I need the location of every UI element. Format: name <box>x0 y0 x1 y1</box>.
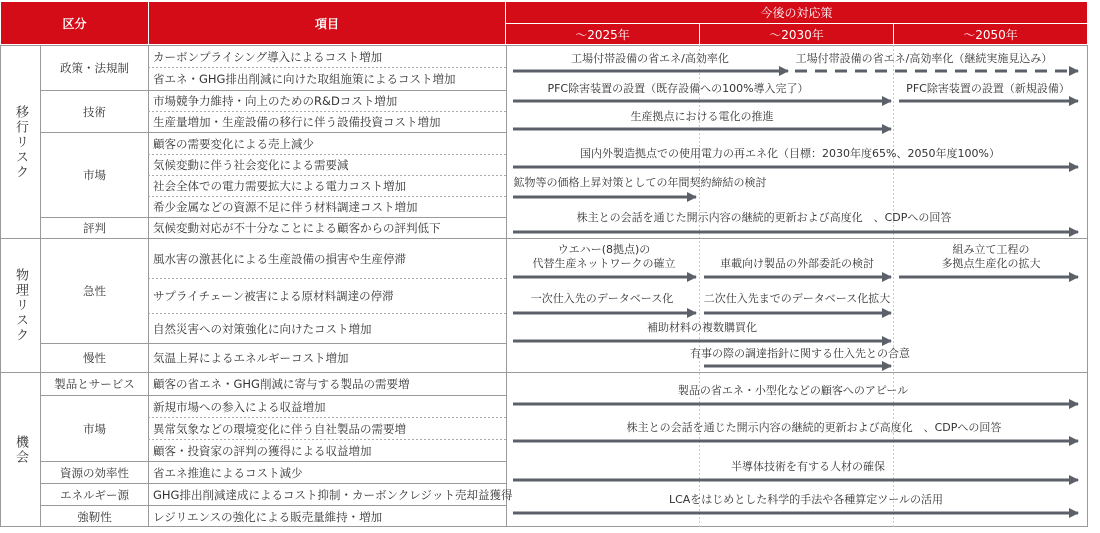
action-electrification: 生産拠点における電化の推進 <box>630 110 774 123</box>
action-facility-efficiency-continued: 工場付帯設備の省エネ/高効率化（継続実施見込み） <box>795 52 1053 65</box>
item-capex-cost: 生産量増加・生産設備の移行に伴う設備投資コスト増加 <box>153 115 441 129</box>
action-emergency-agreement: 有事の際の調達指針に関する仕入先との合意 <box>690 347 910 360</box>
action-disclosure: 株主との会話を通じた開示内容の継続的更新および高度化 、CDPへの回答 <box>576 211 952 224</box>
item-material-cost: 希少金属などの資源不足に伴う材料調達コスト増加 <box>153 200 418 214</box>
subcategory-resilience: 強靭性 <box>77 509 112 524</box>
category-opportunity: 機会 <box>13 435 28 465</box>
action-product-appeal: 製品の省エネ・小型化などの顧客へのアピール <box>677 384 909 397</box>
header-category: 区分 <box>1 2 148 44</box>
header-period-2050: ～2050年 <box>894 24 1087 44</box>
header-period-2030: ～2030年 <box>700 24 893 44</box>
item-demand-decrease: 気候変動に伴う社会変化による需要減 <box>153 158 349 172</box>
action-supplier-db: 一次仕入先のデータベース化 <box>530 292 674 305</box>
action-multi-site-line1: 組み立て工程の <box>952 243 1030 256</box>
item-flood-damage: 風水害の激甚化による生産設備の損害や生産停滞 <box>153 251 406 266</box>
item-energy-saving-cost: 省エネ・GHG排出削減に向けた取組施策によるコスト増加 <box>153 72 456 86</box>
item-sales-decrease: 顧客の需要変化による売上減少 <box>153 136 314 151</box>
action-disclosure-opportunity: 株主との会話を通じた開示内容の継続的更新および高度化 、CDPへの回答 <box>626 421 1002 434</box>
subcategory-market: 市場 <box>83 168 106 182</box>
subcategory-energy-source: エネルギー源 <box>60 487 129 502</box>
subcategory-resource-efficiency: 資源の効率性 <box>60 465 129 480</box>
item-investor-reputation: 顧客・投資家の評判の獲得による収益増加 <box>153 443 372 458</box>
category-physical-risk: 物理リスク <box>13 268 28 343</box>
item-resilience: レジリエンスの強化による販売量維持・増加 <box>153 509 383 524</box>
item-energy-saving: 省エネ推進によるコスト減少 <box>153 465 303 480</box>
item-weather-demand: 異常気象などの環境変化に伴う自社製品の需要増 <box>153 421 406 436</box>
item-product-demand: 顧客の省エネ・GHG削減に寄与する製品の需要増 <box>153 377 410 391</box>
item-disaster-cost: 自然災害への対策強化に向けたコスト増加 <box>153 321 372 336</box>
header-response: 今後の対応策 <box>506 2 1087 23</box>
item-power-cost: 社会全体での電力需要拡大による電力コスト増加 <box>153 179 406 193</box>
subcategory-chronic: 慢性 <box>83 351 106 365</box>
action-multi-site-line2: 多拠点生産化の拡大 <box>941 257 1041 270</box>
item-energy-cost: 気温上昇によるエネルギーコスト増加 <box>153 351 349 365</box>
item-new-market: 新規市場への参入による収益増加 <box>153 399 326 414</box>
action-supplier-db-expand: 二次仕入先までのデータベース化拡大 <box>703 292 891 305</box>
action-renewable-energy: 国内外製造拠点での使用電力の再エネ化（目標：2030年度65%、2050年度100%） <box>580 147 1000 160</box>
subcategory-policy: 政策・法規制 <box>60 61 129 75</box>
action-pfc-existing: PFC除害装置の設置（既存設備への100%導入完了） <box>547 82 809 95</box>
header-period-2025: ～2025年 <box>506 24 699 44</box>
subcategory-products-services: 製品とサービス <box>54 377 135 391</box>
action-wafer-network <box>533 243 676 271</box>
item-supply-chain: サプライチェーン被害による原材料調達の停滞 <box>153 289 394 303</box>
action-multiple-purchasing: 補助材料の複数購買化 <box>647 321 757 334</box>
subcategory-acute: 急性 <box>83 284 106 298</box>
category-transition-risk: 移行リスク <box>13 104 28 180</box>
subcategory-reputation: 評判 <box>83 221 106 235</box>
action-outsourcing: 車載向け製品の外部委託の検討 <box>720 257 874 270</box>
action-multi-site <box>942 243 1041 271</box>
action-annual-contract: 鉱物等の価格上昇対策としての年間契約締結の検討 <box>513 176 767 189</box>
header-item: 項目 <box>149 2 505 44</box>
item-carbon-credit: GHG排出削減達成によるコスト抑制・カーボンクレジット売却益獲得 <box>153 487 513 502</box>
subcategory-technology: 技術 <box>83 104 106 119</box>
item-rnd-cost: 市場競争力維持・向上のためのR&Dコスト増加 <box>153 94 398 108</box>
action-wafer-line1: ウエハー(8拠点)の <box>557 243 651 256</box>
subcategory-market-opportunity: 市場 <box>83 421 106 436</box>
action-lca: LCAをはじめとした科学的手法や各種算定ツールの活用 <box>668 493 944 506</box>
item-carbon-pricing: カーボンプライシング導入によるコスト増加 <box>153 49 383 64</box>
action-pfc-new: PFC除害装置の設置（新規設備） <box>906 82 1070 95</box>
action-facility-efficiency: 工場付帯設備の省エネ/高効率化 <box>571 52 729 65</box>
item-reputation-decline: 気候変動対応が不十分なことによる顧客からの評判低下 <box>153 221 441 235</box>
action-talent: 半導体技術を有する人材の確保 <box>731 460 885 473</box>
action-wafer-line2: 代替生産ネットワークの確立 <box>532 257 676 270</box>
